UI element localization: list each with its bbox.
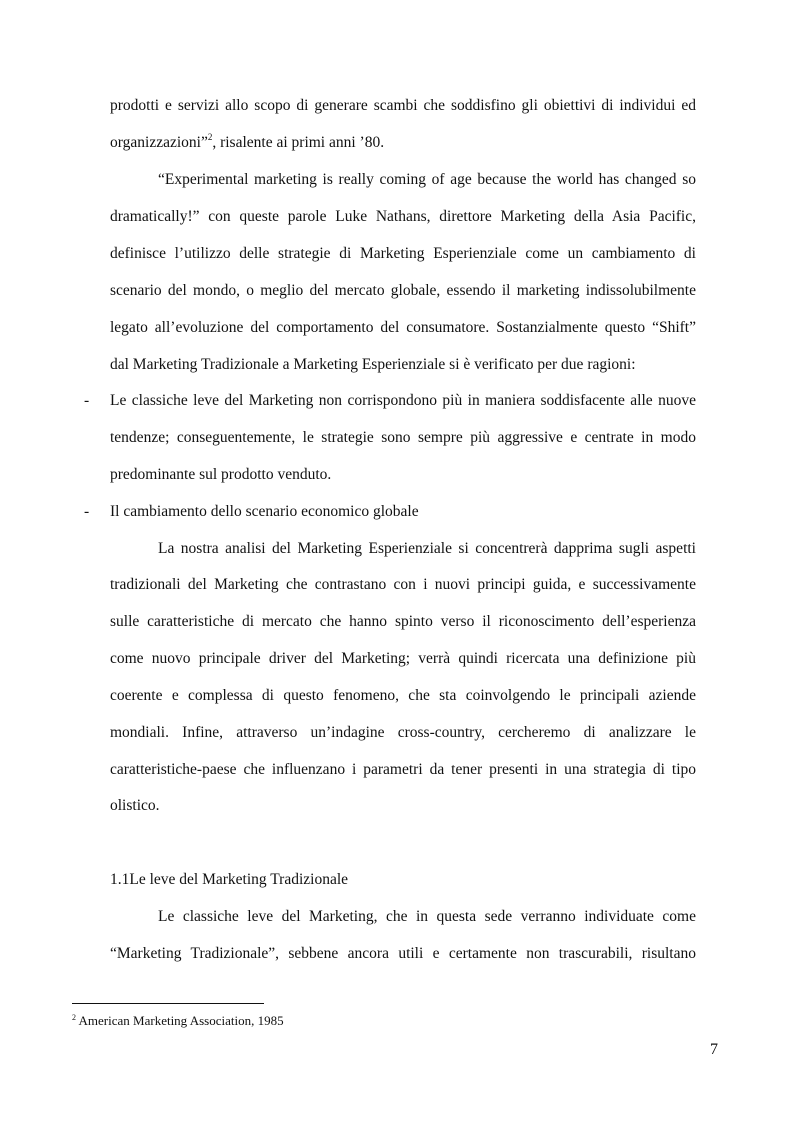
paragraph-1-line-1: prodotti e servizi allo scopo di generare scambi che soddisfino gli obiettivi di individui ed [110, 97, 696, 114]
paragraph-2-line-2: dramatically!” con queste parole Luke Nathans, direttore Marketing della Asia Pacific, [110, 208, 696, 225]
paragraph-3-line-7: caratteristiche-paese che influenzano i parametri da tener presenti in una strategia di tipo [110, 761, 696, 778]
footnote-number: 2 [72, 1013, 76, 1022]
bullet-2-line-1: Il cambiamento dello scenario economico globale [110, 503, 419, 520]
paragraph-2-line-3: definisce l’utilizzo delle strategie di Marketing Esperienziale come un cambiamento di [110, 245, 696, 262]
bullet-1-dash: - [84, 392, 90, 409]
paragraph-4-line-1: Le classiche leve del Marketing, che in questa sede verranno individuate come [158, 908, 696, 925]
page-number: 7 [710, 1041, 718, 1058]
paragraph-2-line-5: legato all’evoluzione del comportamento del consumatore. Sostanzialmente questo “Shift” [110, 319, 696, 336]
paragraph-1-text-before-ref: organizzazioni” [110, 134, 208, 151]
paragraph-3-line-1: La nostra analisi del Marketing Esperienziale si concentrerà dapprima sugli aspetti [158, 540, 696, 557]
paragraph-2-line-6: dal Marketing Tradizionale a Marketing Esperienziale si è verificato per due ragioni: [110, 356, 636, 373]
paragraph-3-line-5: coerente e complessa di questo fenomeno, che sta coinvolgendo le principali aziende [110, 687, 696, 704]
paragraph-1-line-2 [110, 133, 696, 153]
footnote-reference: 2 [207, 132, 213, 142]
paragraph-3-line-4: come nuovo principale driver del Marketing; verrà quindi ricercata una definizione più [110, 650, 696, 667]
bullet-1-line-1: Le classiche leve del Marketing non corrispondono più in maniera soddisfacente alle nuove [110, 392, 696, 409]
section-heading: 1.1Le leve del Marketing Tradizionale [110, 871, 349, 888]
footnote-text: American Marketing Association, 1985 [76, 1013, 284, 1028]
paragraph-4-line-2: “Marketing Tradizionale”, sebbene ancora utili e certamente non trascurabili, risultano [110, 945, 696, 962]
paragraph-2-line-1: “Experimental marketing is really coming of age because the world has changed so [158, 171, 696, 188]
bullet-1-line-2: tendenze; conseguentemente, le strategie sono sempre più aggressive e centrate in modo [110, 429, 696, 446]
paragraph-2-line-4: scenario del mondo, o meglio del mercato globale, essendo il marketing indissolubilmente [110, 282, 696, 299]
paragraph-3-line-8: olistico. [110, 797, 160, 814]
paragraph-1-text-after-ref: , risalente ai primi anni ’80. [212, 134, 385, 151]
footnote [72, 1013, 284, 1029]
bullet-2-dash: - [84, 503, 90, 520]
bullet-1-line-3: predominante sul prodotto venduto. [110, 466, 332, 483]
paragraph-3-line-2: tradizionali del Marketing che contrastano con i nuovi principi guida, e successivamente [110, 576, 696, 593]
paragraph-3-line-6: mondiali. Infine, attraverso un’indagine cross-country, cercheremo di analizzare le [110, 724, 696, 741]
paragraph-3-line-3: sulle caratteristiche di mercato che hanno spinto verso il riconoscimento dell’esperienza [110, 613, 696, 630]
footnote-divider [72, 1003, 264, 1004]
